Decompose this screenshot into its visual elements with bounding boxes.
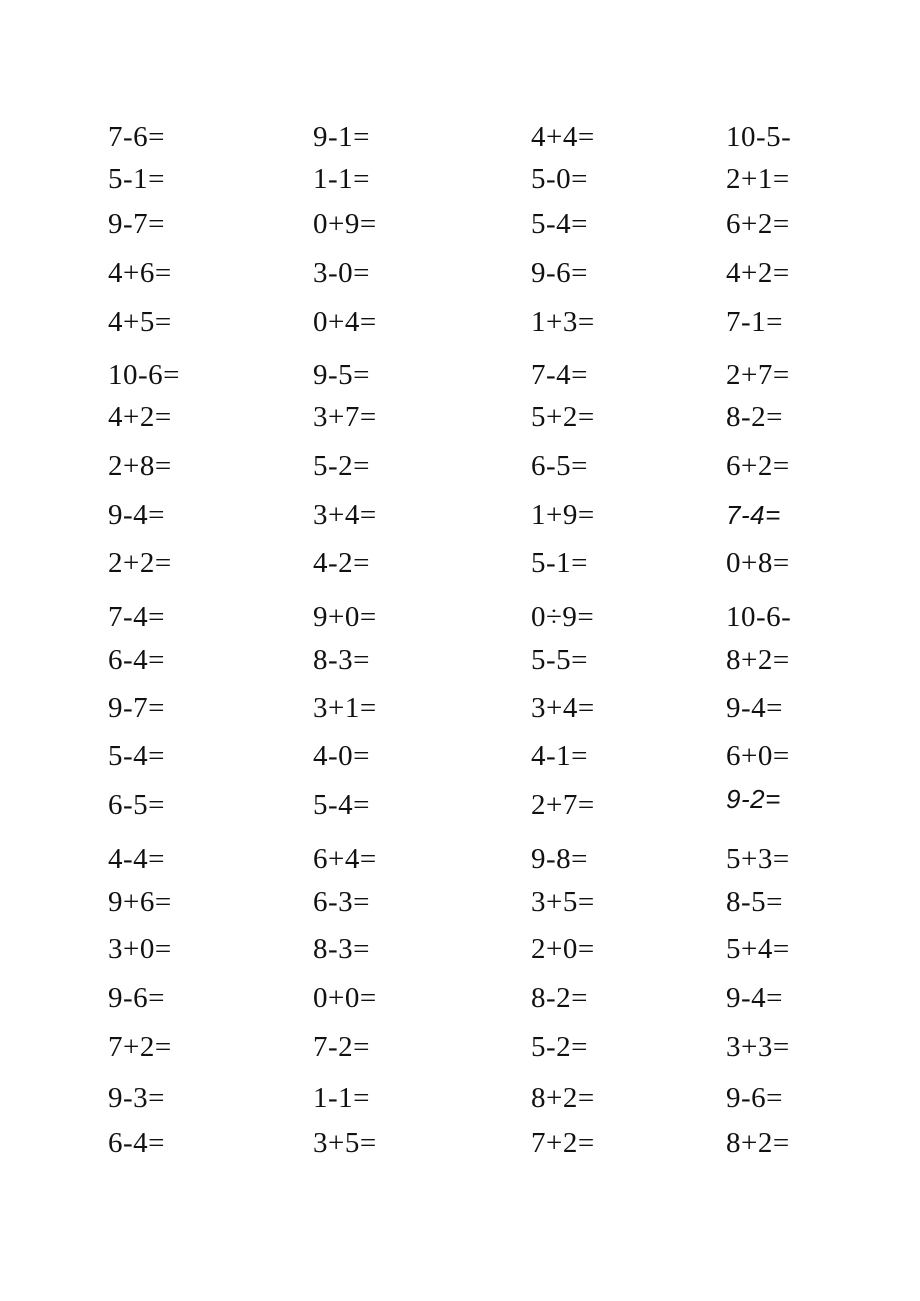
- problem: 0+0=: [313, 982, 377, 1014]
- problem: 3+4=: [531, 692, 595, 724]
- problem: 5+4=: [726, 933, 790, 965]
- problem: 8-3=: [313, 933, 371, 965]
- problem: 7+2=: [108, 1031, 172, 1063]
- problem: 4+4=: [531, 121, 595, 153]
- problem: 3+4=: [313, 499, 377, 531]
- problem: 2+7=: [531, 789, 595, 821]
- problem: 6+0=: [726, 740, 790, 772]
- problem: 3+0=: [108, 933, 172, 965]
- problem: 8-3=: [313, 644, 371, 676]
- problem-row: [0, 1030, 920, 1070]
- problem: 5-1=: [531, 547, 589, 579]
- problem: 4-4=: [108, 843, 166, 875]
- problem: 4-2=: [313, 547, 371, 579]
- problem: 9-6=: [726, 1082, 784, 1114]
- problem: 7-1=: [726, 306, 784, 338]
- problem: 6-4=: [108, 644, 166, 676]
- problem: 9+0=: [313, 601, 377, 633]
- problem-row: [0, 691, 920, 731]
- problem: 5-4=: [313, 789, 371, 821]
- problem: 10-5-: [726, 121, 792, 153]
- problem: 3+5=: [531, 886, 595, 918]
- problem: 8-2=: [726, 401, 784, 433]
- problem: 4-0=: [313, 740, 371, 772]
- problem: 6+2=: [726, 450, 790, 482]
- problem: 2+7=: [726, 359, 790, 391]
- problem: 5-1=: [108, 163, 166, 195]
- problem: 8+2=: [726, 1127, 790, 1159]
- problem-row: [0, 784, 920, 828]
- problem-row: [0, 1126, 920, 1166]
- problem: 8-5=: [726, 886, 784, 918]
- problem: 4+2=: [726, 257, 790, 289]
- problem: 7-2=: [313, 1031, 371, 1063]
- problem: 8+2=: [726, 644, 790, 676]
- problem-row: [0, 305, 920, 345]
- problem-row: [0, 885, 920, 925]
- problem: 1-1=: [313, 163, 371, 195]
- problem: 10-6-: [726, 601, 792, 633]
- problem: 5+3=: [726, 843, 790, 875]
- problem: 5-0=: [531, 163, 589, 195]
- problem: 6+2=: [726, 208, 790, 240]
- problem: 3+1=: [313, 692, 377, 724]
- problem: 8-2=: [531, 982, 589, 1014]
- problem: 3+3=: [726, 1031, 790, 1063]
- problem-row: [0, 120, 920, 160]
- problem-row: [0, 400, 920, 440]
- problem: 1+3=: [531, 306, 595, 338]
- problem-row: [0, 932, 920, 972]
- problem: 0+8=: [726, 547, 790, 579]
- problem: 9-4=: [108, 499, 166, 531]
- problem: 2+8=: [108, 450, 172, 482]
- problem: 4+6=: [108, 257, 172, 289]
- problem: 9-6=: [531, 257, 589, 289]
- problem-row: [0, 1081, 920, 1121]
- problem: 2+2=: [108, 547, 172, 579]
- problem: 1+9=: [531, 499, 595, 531]
- problem: 5-2=: [531, 1031, 589, 1063]
- problem: 9+6=: [108, 886, 172, 918]
- problem: 2+1=: [726, 163, 790, 195]
- problem: 5+2=: [531, 401, 595, 433]
- problem-row: [0, 162, 920, 202]
- problem-row: [0, 643, 920, 683]
- problem: 7-4=: [108, 601, 166, 633]
- problem: 3+7=: [313, 401, 377, 433]
- problem: 6+4=: [313, 843, 377, 875]
- problem: 9-5=: [313, 359, 371, 391]
- problem: 9-8=: [531, 843, 589, 875]
- problem: 0+4=: [313, 306, 377, 338]
- problem: 6-3=: [313, 886, 371, 918]
- problem: 9-2=: [726, 784, 781, 814]
- problem: 5-2=: [313, 450, 371, 482]
- problem-row: [0, 981, 920, 1021]
- problem: 9-7=: [108, 208, 166, 240]
- problem: 9-7=: [108, 692, 166, 724]
- problem: 6-5=: [108, 789, 166, 821]
- problem-row: [0, 546, 920, 586]
- problem: 4+5=: [108, 306, 172, 338]
- problem: 9-1=: [313, 121, 371, 153]
- problem: 4-1=: [531, 740, 589, 772]
- problem: 0÷9=: [531, 601, 595, 633]
- problem-row: [0, 358, 920, 398]
- problem: 7+2=: [531, 1127, 595, 1159]
- problem: 7-4=: [726, 500, 781, 530]
- problem: 9-4=: [726, 982, 784, 1014]
- problem: 3+5=: [313, 1127, 377, 1159]
- problem-row: [0, 600, 920, 640]
- problem: 9-3=: [108, 1082, 166, 1114]
- problem: 5-4=: [108, 740, 166, 772]
- problem-row: [0, 739, 920, 779]
- problem: 3-0=: [313, 257, 371, 289]
- problem: 0+9=: [313, 208, 377, 240]
- problem: 5-5=: [531, 644, 589, 676]
- problem-row: [0, 207, 920, 247]
- problem-row: [0, 449, 920, 489]
- problem: 9-6=: [108, 982, 166, 1014]
- problem: 6-4=: [108, 1127, 166, 1159]
- problem: 8+2=: [531, 1082, 595, 1114]
- problem-row: [0, 498, 920, 538]
- problem: 7-6=: [108, 121, 166, 153]
- problem-row: [0, 842, 920, 882]
- problem: 5-4=: [531, 208, 589, 240]
- problem: 6-5=: [531, 450, 589, 482]
- problem: 10-6=: [108, 359, 181, 391]
- problem: 9-4=: [726, 692, 784, 724]
- problem: 2+0=: [531, 933, 595, 965]
- problem: 7-4=: [531, 359, 589, 391]
- problem: 1-1=: [313, 1082, 371, 1114]
- problem-row: [0, 256, 920, 296]
- problem: 4+2=: [108, 401, 172, 433]
